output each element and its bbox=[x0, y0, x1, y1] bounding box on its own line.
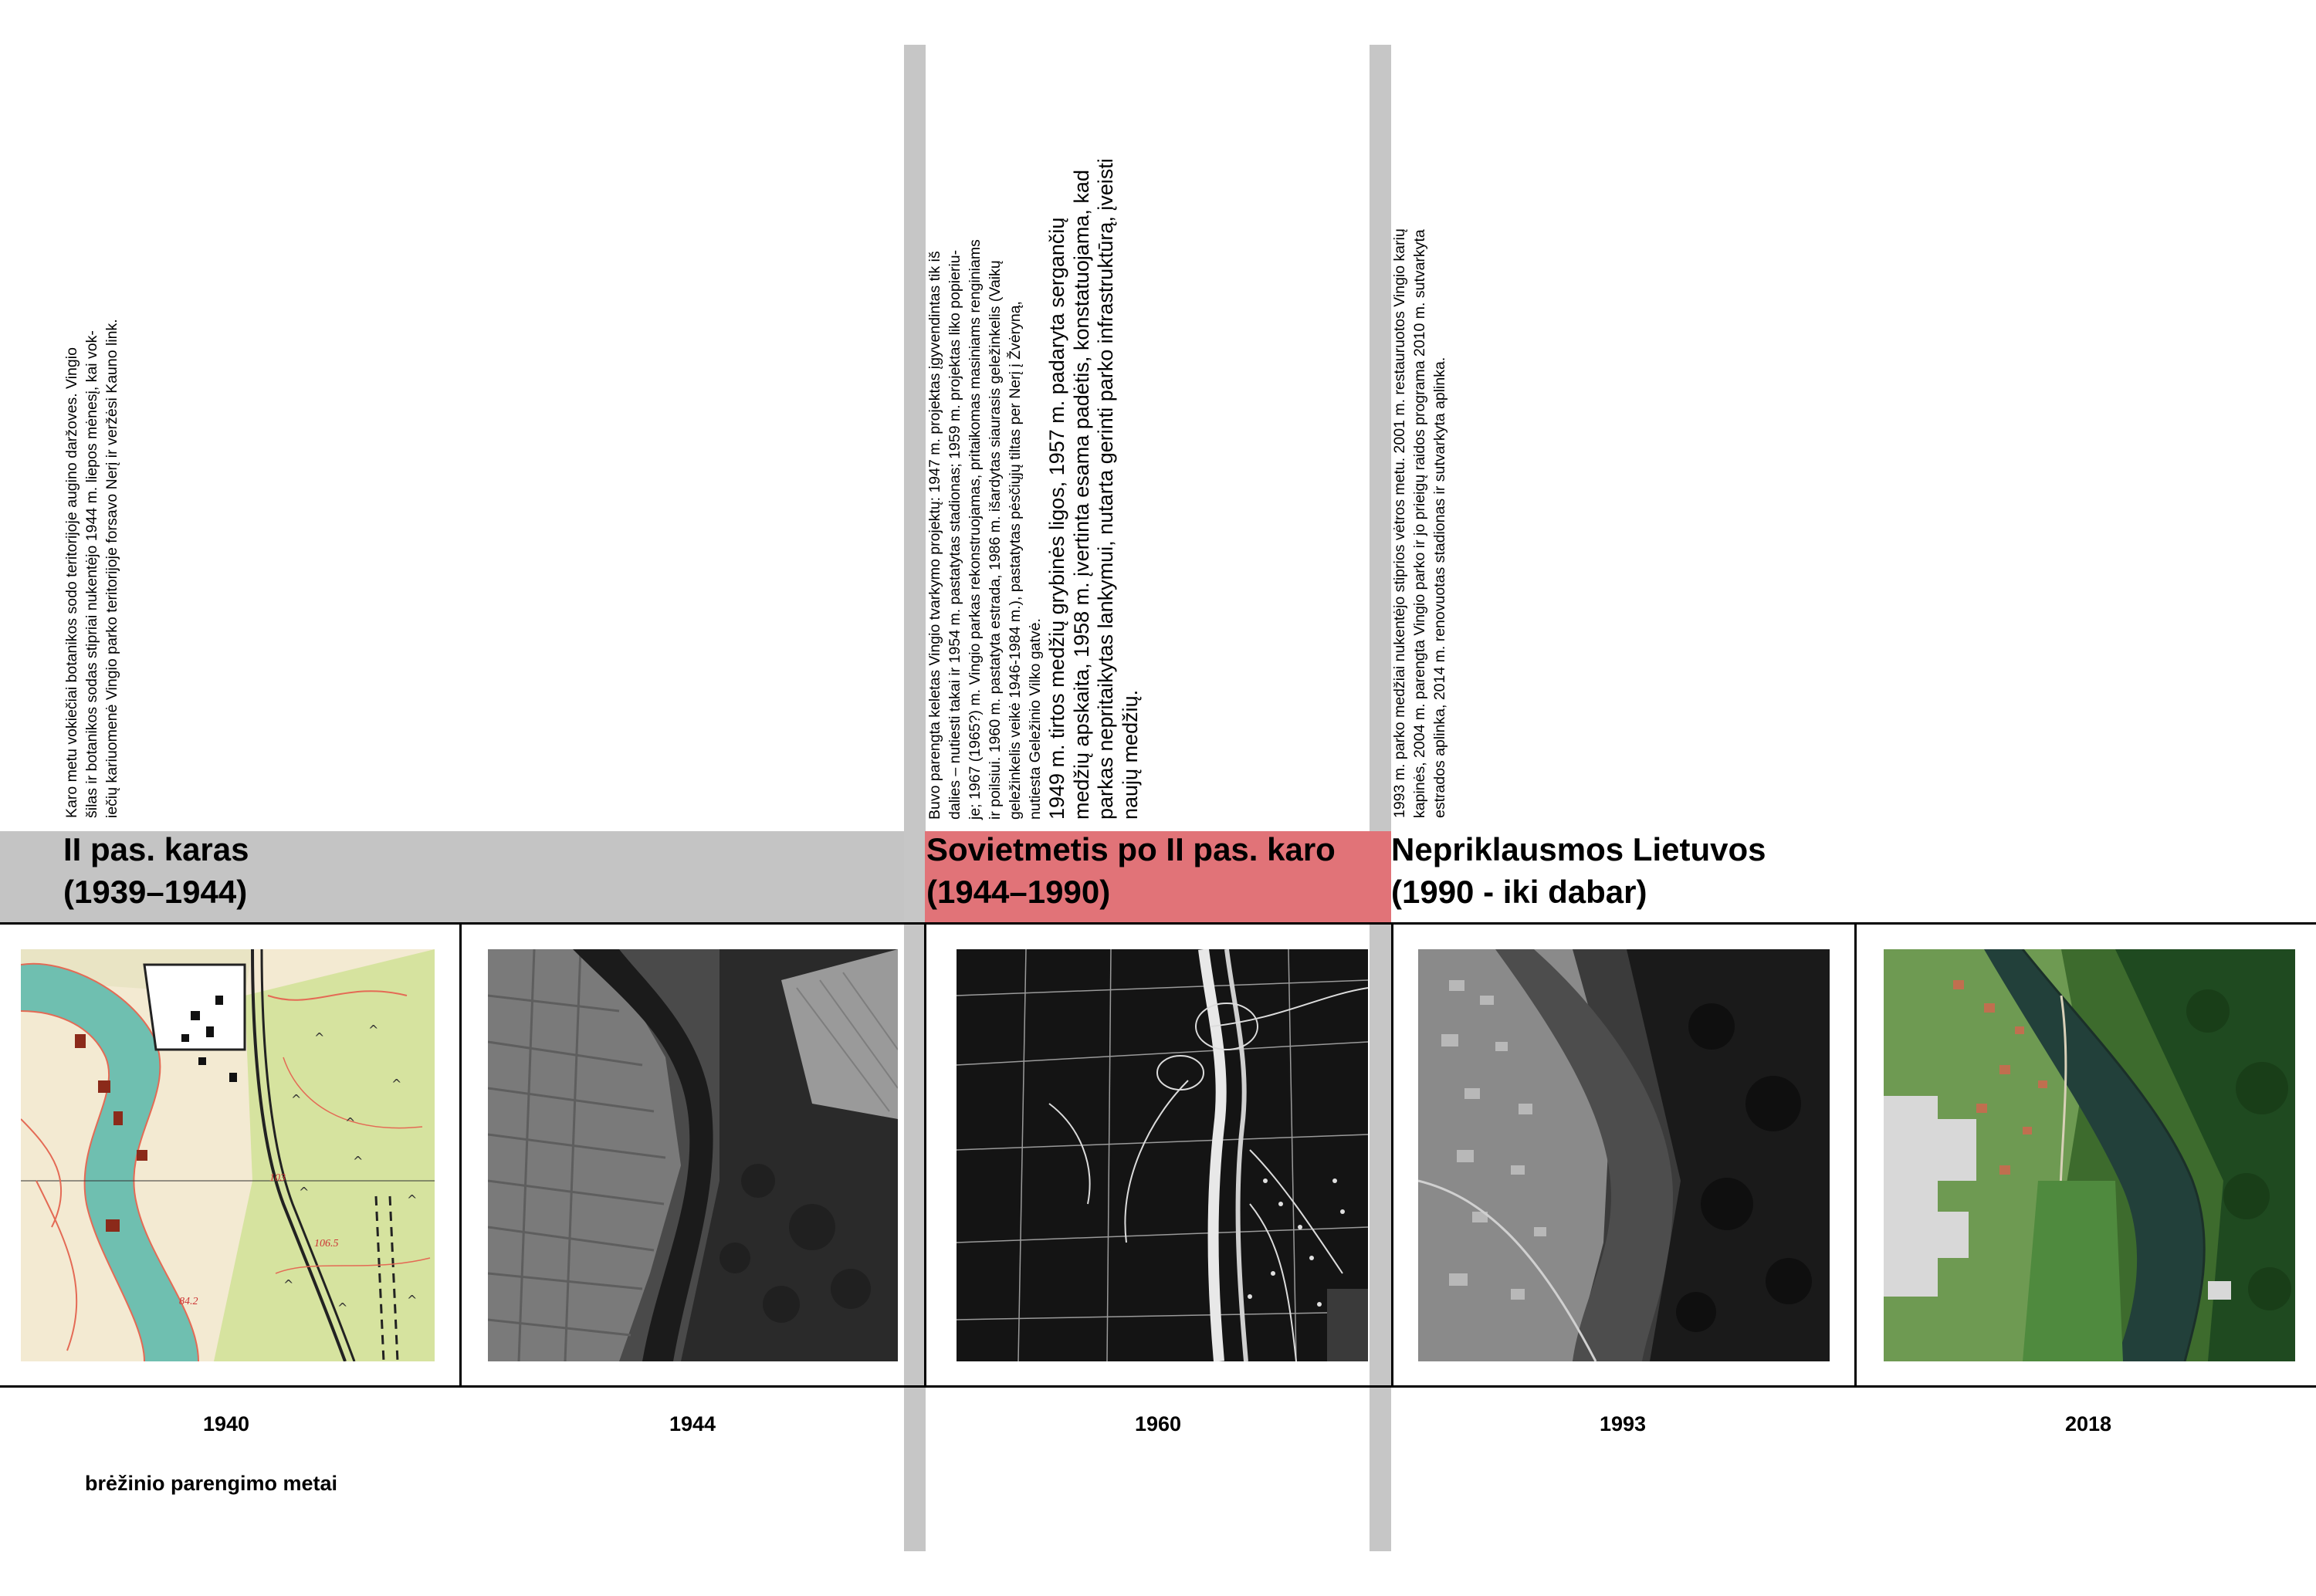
svg-text:^: ^ bbox=[337, 1300, 348, 1315]
period-title-ww2 bbox=[63, 828, 249, 913]
frame-divider bbox=[1854, 924, 1857, 1387]
aerial-1944 bbox=[488, 949, 898, 1361]
svg-text:^: ^ bbox=[299, 1185, 310, 1199]
text-line: nutiesta Geležinio Vilko gatvė. bbox=[1027, 618, 1044, 820]
text-line: estrados aplinka, 2014 m. renovuotas stadionas ir sutvarkyta aplinka. bbox=[1431, 357, 1448, 818]
frame-divider bbox=[459, 924, 462, 1387]
soviet-description bbox=[925, 158, 1143, 820]
period-title-independence bbox=[1391, 828, 1766, 913]
negative-plan-image bbox=[957, 949, 1368, 1361]
svg-text:^: ^ bbox=[314, 1030, 325, 1045]
aerial-photo-image bbox=[488, 949, 898, 1361]
text-line: medžių apskaita, 1958 m. įvertinta esama padėtis, konstatuojama, kad bbox=[1069, 170, 1093, 820]
timeline-top-line bbox=[0, 922, 2316, 925]
independence-description bbox=[1390, 228, 1450, 818]
period-title-soviet bbox=[926, 828, 1336, 913]
period-name: II pas. karas bbox=[63, 831, 249, 867]
year-label: 1960 bbox=[1134, 1412, 1182, 1435]
divider-bar-soviet bbox=[904, 45, 926, 1551]
text-line: iečių kariuomenė Vingio parko teritorijoje forsavo Nerį ir veržėsi Kauno link. bbox=[103, 319, 120, 818]
aerial-1960 bbox=[957, 949, 1368, 1361]
divider-bar-independence bbox=[1370, 45, 1391, 1551]
text-line: Buvo parengta keletas Vingio tvarkymo projektų: 1947 m. projektas įgyvendintas tik iš bbox=[926, 251, 943, 820]
frame-divider bbox=[1391, 924, 1393, 1387]
aerial-2018 bbox=[1884, 949, 2295, 1361]
map-elevation-label: 84.2 bbox=[179, 1296, 198, 1307]
period-name: Sovietmetis po II pas. karo bbox=[926, 831, 1336, 867]
aerial-photo-image bbox=[1418, 949, 1830, 1361]
text-line: 1993 m. parko medžiai nukentėjo stiprios vėtros metu. 2001 m. restauruotos Vingio karių bbox=[1391, 228, 1408, 818]
svg-text:^: ^ bbox=[391, 1077, 402, 1091]
map-1940 bbox=[21, 949, 435, 1361]
year-label: 2018 bbox=[2064, 1412, 2112, 1435]
year-label: 1940 bbox=[202, 1412, 250, 1435]
map-elevation-label: 106.5 bbox=[314, 1238, 339, 1249]
svg-text:^: ^ bbox=[291, 1092, 302, 1107]
text-line: ir poilsiui. 1960 m. pastatyta estrada, 1986 m. išardytas siaurasis geležinkelis (Vaikų bbox=[987, 260, 1004, 820]
satellite-photo-image bbox=[1884, 949, 2295, 1361]
period-years: (1939–1944) bbox=[63, 874, 248, 910]
text-line: kapinės, 2004 m. parengta Vingio parko ir jo prieigų raidos programa 2010 m. sutvarkyta bbox=[1411, 229, 1428, 818]
svg-text:^: ^ bbox=[283, 1277, 294, 1292]
svg-text:^: ^ bbox=[407, 1293, 418, 1307]
text-line: Karo metu vokiečiai botanikos sodo teritorijoje augino daržoves. Vingio bbox=[63, 347, 80, 818]
svg-text:^: ^ bbox=[353, 1154, 364, 1168]
aerial-1993 bbox=[1418, 949, 1830, 1361]
text-line: dalies – nutiesti takai ir 1954 m. pastatytas stadionas; 1959 m. projektas liko popieriu- bbox=[946, 249, 963, 820]
map-elevation-label: 103 bbox=[269, 1172, 286, 1184]
svg-text:^: ^ bbox=[368, 1023, 379, 1037]
year-label: 1993 bbox=[1599, 1412, 1647, 1435]
timeline-bottom-line bbox=[0, 1385, 2316, 1388]
text-line: parkas nepritaikytas lankymui, nutarta gerinti parko infrastruktūrą, įveisti bbox=[1094, 158, 1118, 820]
svg-text:^: ^ bbox=[407, 1192, 418, 1207]
period-years: (1944–1990) bbox=[926, 874, 1111, 910]
period-name: Nepriklausmos Lietuvos bbox=[1391, 831, 1766, 867]
topographic-map-image bbox=[21, 949, 435, 1361]
text-line: šilas ir botanikos sodas stipriai nukentėjo 1944 m. liepos mėnesį, kai vok- bbox=[83, 330, 100, 818]
period-years: (1990 - iki dabar) bbox=[1391, 874, 1647, 910]
text-line: 1949 m. tirtos medžių grybinės ligos, 1957 m. padaryta sergančių bbox=[1045, 217, 1068, 820]
text-line: geležinkelis veikė 1946-1984 m.), pastatytas pėsčiųjų tiltas per Nerį į Žvėryną, bbox=[1007, 301, 1024, 820]
svg-text:^: ^ bbox=[345, 1115, 356, 1130]
ww2-description bbox=[62, 319, 122, 818]
year-label: 1944 bbox=[669, 1412, 716, 1435]
text-line: je; 1967 (1965?) m. Vingio parkas rekonstruojamas, pritaikomas masiniams renginiams bbox=[967, 239, 984, 820]
years-caption: brėžinio parengimo metai bbox=[85, 1472, 338, 1495]
text-line: naujų medžių. bbox=[1118, 689, 1142, 820]
frame-divider bbox=[924, 924, 926, 1387]
